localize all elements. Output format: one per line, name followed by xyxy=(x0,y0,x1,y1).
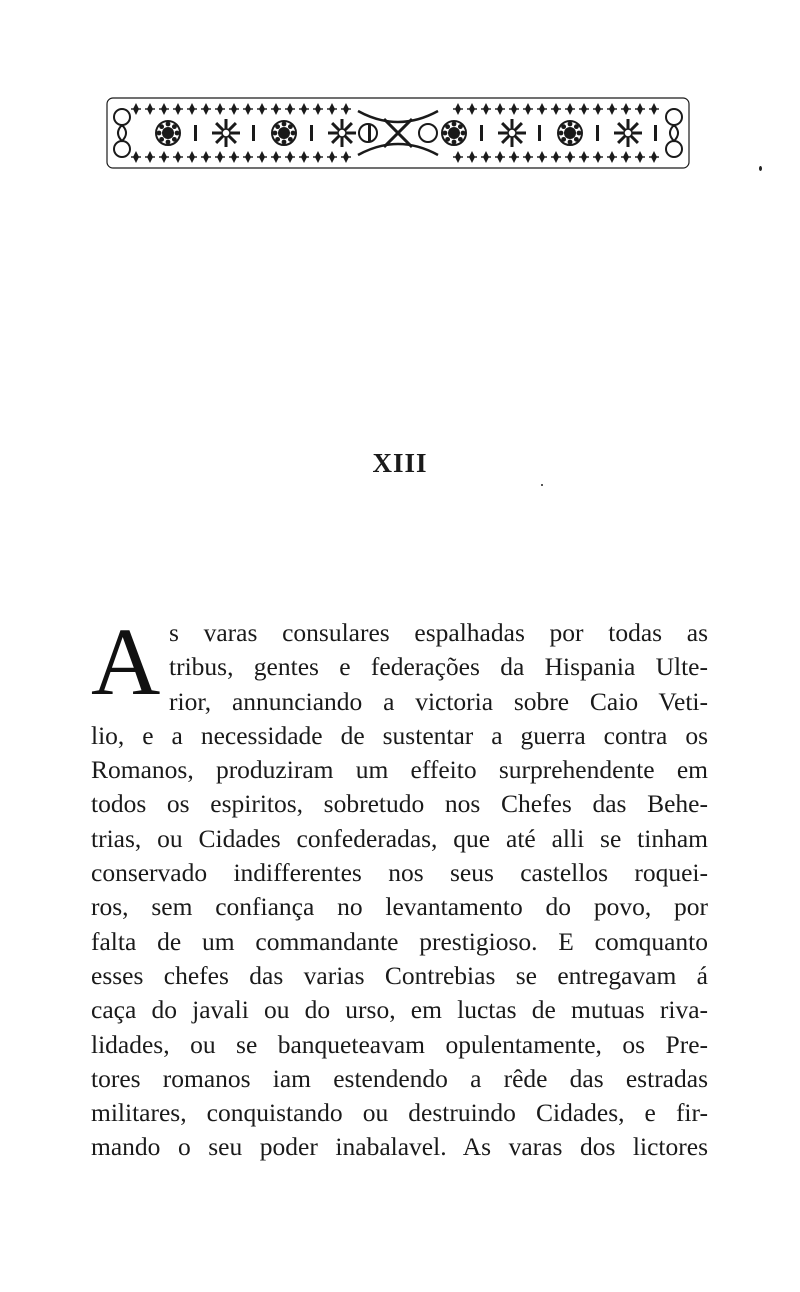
ornament-part xyxy=(561,124,566,129)
ornament-part xyxy=(443,131,448,136)
ornament-part xyxy=(568,140,573,145)
ornament-part xyxy=(273,131,278,136)
text-line: lio, e a necessidade de sustentar a guerra contra os xyxy=(91,720,708,750)
ornament-part xyxy=(338,129,346,137)
ornament-part xyxy=(159,124,164,129)
ornament-part xyxy=(275,137,280,142)
ornament-part xyxy=(508,129,516,137)
ornament-part xyxy=(157,131,162,136)
ornament-part xyxy=(574,137,579,142)
ornament-part xyxy=(461,131,466,136)
ornament-part xyxy=(670,125,678,141)
ornament-part xyxy=(114,141,130,157)
print-speck xyxy=(541,484,543,486)
ornament-part xyxy=(310,125,313,141)
text-line: s varas consulares espalhadas por todas as xyxy=(169,618,708,647)
ornament-part xyxy=(452,122,457,127)
ornament-part xyxy=(596,125,599,141)
ornament-part xyxy=(282,122,287,127)
text-line: trias, ou Cidades confederadas, que até alli se tinham xyxy=(91,823,708,853)
chapter-paragraph xyxy=(91,608,708,1165)
ornament-part xyxy=(194,125,197,141)
ornament-part xyxy=(114,109,130,125)
ornamental-header-icon xyxy=(106,97,690,169)
text-line: falta de um commandante prestigioso. E comquanto xyxy=(91,926,708,956)
text-line: lidades, ou se banqueteavam opulentamente, os Pre- xyxy=(91,1029,708,1059)
text-line: esses chefes das varias Contrebias se entregavam á xyxy=(91,960,708,990)
ornament-part xyxy=(291,131,296,136)
ornament-part xyxy=(458,137,463,142)
ornament-part xyxy=(252,125,255,141)
ornament-part xyxy=(561,137,566,142)
chapter-numeral: XIII xyxy=(372,448,428,478)
ornament-part xyxy=(368,125,371,141)
ornament-part xyxy=(172,137,177,142)
ornament-part xyxy=(172,124,177,129)
ornament-part xyxy=(559,131,564,136)
ornament-part xyxy=(288,124,293,129)
ornament-part xyxy=(175,131,180,136)
ornament-part xyxy=(278,127,290,139)
ornament-part xyxy=(564,127,576,139)
ornament-part xyxy=(445,124,450,129)
ornament-part xyxy=(358,111,438,122)
ornament-part xyxy=(159,137,164,142)
ornament-part xyxy=(358,144,438,155)
ornament-part xyxy=(166,122,171,127)
ornament-part xyxy=(282,140,287,145)
ornament-part xyxy=(666,109,682,125)
text-line: caça do javali ou do urso, em luctas de mutuas riva- xyxy=(91,995,708,1025)
drop-cap-letter: A xyxy=(91,608,161,715)
ornament-part xyxy=(448,127,460,139)
ornament-part xyxy=(162,127,174,139)
ornament-part xyxy=(275,124,280,129)
text-line: tores romanos iam estendendo a rêde das estradas xyxy=(91,1063,708,1093)
ornament-part xyxy=(419,124,437,142)
ornament-part xyxy=(452,140,457,145)
drop-cap-block xyxy=(91,608,708,719)
text-line: mando o seu poder inabalavel. As varas dos lictores xyxy=(91,1132,708,1162)
ornament-part xyxy=(574,124,579,129)
ornament-part xyxy=(654,125,657,141)
ornament-part xyxy=(538,125,541,141)
ornament-part xyxy=(577,131,582,136)
ornament-part xyxy=(222,129,230,137)
text-line: militares, conquistando ou destruindo Cidades, e fir- xyxy=(91,1098,708,1128)
text-line: ros, sem confiança no levantamento do povo, por xyxy=(91,892,708,922)
text-line: Romanos, produziram um effeito surprehendente em xyxy=(91,755,708,785)
ornament-part xyxy=(666,141,682,157)
ornament-part xyxy=(624,129,632,137)
ornament-part xyxy=(568,122,573,127)
ornament-part xyxy=(458,124,463,129)
ornament-part xyxy=(166,140,171,145)
ornament-part xyxy=(445,137,450,142)
print-speck xyxy=(759,166,762,171)
text-line: rior, annunciando a victoria sobre Caio Veti- xyxy=(169,686,708,716)
text-line: tribus, gentes e federações da Hispania Ulte- xyxy=(169,652,708,682)
ornament-part xyxy=(480,125,483,141)
ornament-part xyxy=(288,137,293,142)
text-line: conservado indifferentes nos seus castellos roquei- xyxy=(91,858,708,888)
text-line: todos os espiritos, sobretudo nos Chefes das Behe- xyxy=(91,789,708,819)
ornament-part xyxy=(118,125,126,141)
